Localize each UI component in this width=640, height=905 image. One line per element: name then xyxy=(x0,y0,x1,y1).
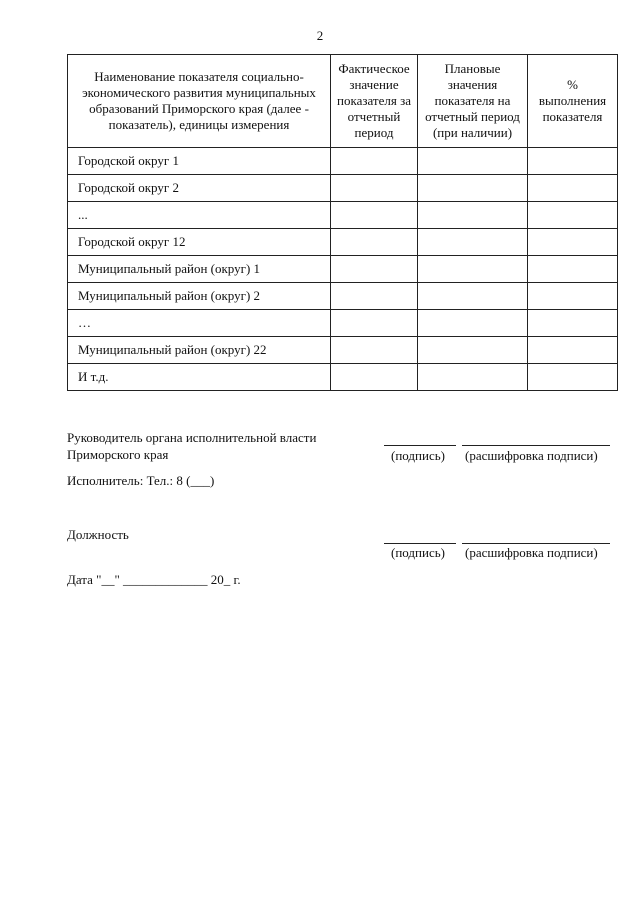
signature-line-1 xyxy=(384,445,456,446)
executor-phone: Исполнитель: Тел.: 8 (___) xyxy=(67,473,215,488)
cell xyxy=(528,175,618,202)
table-row xyxy=(68,310,618,337)
row-name: Муниципальный район (округ) 22 xyxy=(68,337,331,364)
cell xyxy=(418,202,528,229)
table-row xyxy=(68,148,618,175)
cell xyxy=(528,337,618,364)
decode-label-1: (расшифровка подписи) xyxy=(465,448,598,463)
cell xyxy=(331,148,418,175)
cell xyxy=(331,202,418,229)
decode-line-2 xyxy=(462,543,610,544)
table-row xyxy=(68,202,618,229)
cell xyxy=(331,175,418,202)
page-number: 2 xyxy=(316,28,324,43)
cell xyxy=(528,202,618,229)
row-name: И т.д. xyxy=(68,364,331,391)
table-row xyxy=(68,229,618,256)
cell xyxy=(331,310,418,337)
header-completion-percent: % выполнения показателя xyxy=(528,55,618,148)
cell xyxy=(528,229,618,256)
cell xyxy=(331,337,418,364)
table-header-row xyxy=(68,55,618,148)
date-line: Дата "__" _____________ 20_ г. xyxy=(67,572,241,587)
cell xyxy=(418,148,528,175)
decode-label-2: (расшифровка подписи) xyxy=(465,545,598,560)
cell xyxy=(331,283,418,310)
cell xyxy=(331,229,418,256)
cell xyxy=(528,310,618,337)
decode-line-1 xyxy=(462,445,610,446)
cell xyxy=(418,229,528,256)
cell xyxy=(418,364,528,391)
row-name: Городской округ 2 xyxy=(68,175,331,202)
table-row xyxy=(68,256,618,283)
cell xyxy=(331,256,418,283)
cell xyxy=(418,310,528,337)
signature-label-2: (подпись) xyxy=(391,545,445,560)
signature-line-2 xyxy=(384,543,456,544)
header-indicator-name: Наименование показателя социально-экономического развития муниципальных образований Приморского края (далее - показатель), единицы измерения xyxy=(68,55,331,148)
signature-label-1: (подпись) xyxy=(391,448,445,463)
table-row xyxy=(68,175,618,202)
row-name: Городской округ 1 xyxy=(68,148,331,175)
row-name: Муниципальный район (округ) 2 xyxy=(68,283,331,310)
cell xyxy=(528,256,618,283)
row-name: Городской округ 12 xyxy=(68,229,331,256)
header-planned-value: Плановые значения показателя на отчетный период (при наличии) xyxy=(418,55,528,148)
cell xyxy=(418,283,528,310)
table-row xyxy=(68,283,618,310)
cell xyxy=(528,283,618,310)
row-name: ... xyxy=(68,202,331,229)
header-actual-value: Фактическое значение показателя за отчетный период xyxy=(331,55,418,148)
cell xyxy=(528,364,618,391)
row-name: … xyxy=(68,310,331,337)
row-name: Муниципальный район (округ) 1 xyxy=(68,256,331,283)
table-row xyxy=(68,337,618,364)
head-role-line2: Приморского края xyxy=(67,447,169,462)
head-role-line1: Руководитель органа исполнительной власти xyxy=(67,430,317,445)
indicators-table xyxy=(67,54,618,391)
position-label: Должность xyxy=(67,527,129,542)
cell xyxy=(418,256,528,283)
cell xyxy=(331,364,418,391)
cell xyxy=(418,175,528,202)
table-row xyxy=(68,364,618,391)
cell xyxy=(418,337,528,364)
cell xyxy=(528,148,618,175)
